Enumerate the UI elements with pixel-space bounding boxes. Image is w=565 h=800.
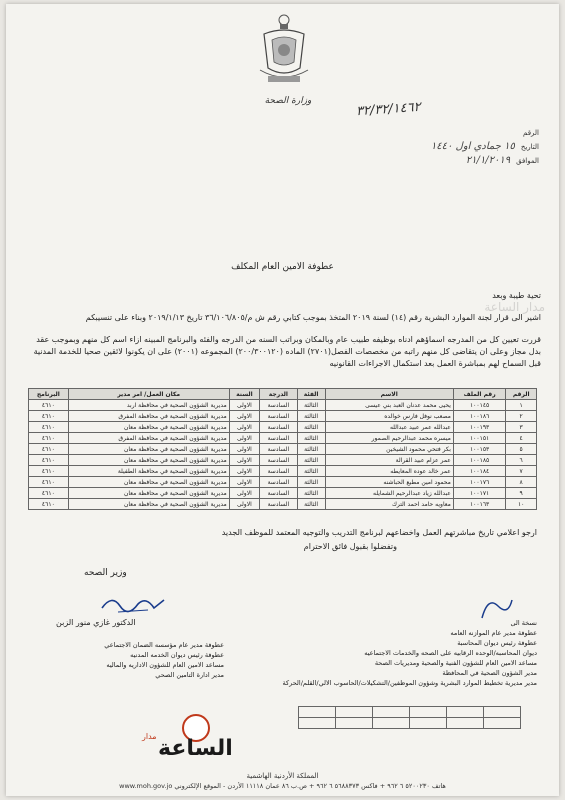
date-value: ١٥ جمادي اول ١٤٤٠ [430,141,515,152]
closing-regards: وتفضلوا بقبول فائق الاحترام [303,542,397,551]
ref-number-row: الرقم [523,129,539,137]
table-row [29,455,537,466]
paragraph-2: قررت تعيين كل من المدرجه اسماؤهم ادناه بوظيفه طبيب عام وبالمكان وبراتب السنه من الدرجه والفئه والبرنامج المبينه ازاء اسم كل منهم وبموجب عقد بدل مجاز وعلى ان يتقاضى كل منهم راتبه من مخصصات الفصل(٢٧٠١) الماده (٢٠٠/٣٠٠١٢٠) المجموعه (٢٠٠١) على ان يكونوا لائقين صحيا للخدمة المدنية قبل السماح لهم بمباشرة العمل بعد استكمال الاجراءات القانونيه [33,335,541,368]
table-cell: مديرية الشؤون الصحية في محافظة الطفيلة [68,466,229,477]
table-cell: السادسة [260,455,298,466]
table-cell: ٤٦١٠ [29,466,69,477]
table-cell: ١٠٠١٧٦ [453,477,505,488]
letter-page [6,4,559,796]
table-cell: ٤٦١٠ [29,499,69,510]
table-row [29,477,537,488]
table-cell: مديرية الشؤون الصحية في محافظة معان [68,444,229,455]
table-cell: الاولى [229,400,259,411]
table-cell: الاولى [229,477,259,488]
table-cell: ٥ [506,444,537,455]
minister-signature-icon [98,590,168,618]
table-cell: ١٠٠١٧١ [453,488,505,499]
col-name: الاسم [325,389,453,400]
table-cell: السادسة [260,499,298,510]
table-cell: ٤٦١٠ [29,444,69,455]
watermark-text: مدار الساعة [484,300,545,314]
table-cell: ٧ [506,466,537,477]
table-cell: ١٠٠١٦٣ [453,499,505,510]
logo-subtext: مدار [142,732,157,741]
closing-block [28,526,537,554]
table-cell: السادسة [260,466,298,477]
ref-agreed-row: الموافق٢١/١/٢٠١٩ [465,155,539,166]
cc-left-item: مدير ادارة التامين الصحي [155,671,224,679]
table-cell: ٤ [506,433,537,444]
cc-left-item: عطوفة رئيس ديوان الخدمه المدنيه [130,651,224,659]
col-file: رقم الملف [453,389,505,400]
table-row [29,444,537,455]
table-cell: الثالثة [297,466,325,477]
appointees-table [28,388,537,510]
table-cell: ١٠٠١٨٤ [453,466,505,477]
stamp-grid [298,706,521,729]
reference-block [369,126,539,168]
cc-left-item: عطوفة مدير عام مؤسسه الضمان الاجتماعي [104,641,224,649]
table-cell: مديرية الشؤون الصحية في محافظة معان [68,455,229,466]
table-cell: عمر عزام عبيد القرالة [325,455,453,466]
table-cell: ٤٦١٠ [29,455,69,466]
ref-date-row: التاريخ١٥ جمادي اول ١٤٤٠ [430,141,539,152]
table-cell: مديرية الشؤون الصحية في محافظة اربد [68,400,229,411]
ministry-name: وزارة الصحة [264,96,312,106]
table-cell: الاولى [229,422,259,433]
minister-title: وزير الصحه [84,568,127,578]
table-cell: السادسة [260,422,298,433]
table-cell: الثالثة [297,400,325,411]
table-cell: الثالثة [297,444,325,455]
col-workplace: مكان العمل/ امر مدير [68,389,229,400]
jordan-crest-icon [254,10,314,90]
table-cell: الثالثة [297,411,325,422]
kingdom-name: المملكة الأردنية الهاشمية [246,772,319,780]
table-row [29,433,537,444]
col-year: السنة [229,389,259,400]
col-number: الرقم [506,389,537,400]
cc-list-left [34,640,224,680]
table-cell: الاولى [229,466,259,477]
table-cell: مديرية الشؤون الصحية في محافظة المفرق [68,411,229,422]
table-cell: ١٠٠١٤٥ [453,400,505,411]
table-cell: السادسة [260,477,298,488]
cc-left-item: مساعد الامين العام للشؤون الاداريه والماليه [106,661,224,669]
cc-right-heading: نسخة الى [510,619,537,627]
table-cell: مديرية الشؤون الصحية في محافظة معان [68,422,229,433]
table-cell: ٤٦١٠ [29,433,69,444]
contact-footer: هاتف ٥٢٠٠٢٣٠ ٦ ٩٦٢ + فاكس ٥٦٨٨٣٧٣ ٦ ٩٦٢ + ص.ب ٨٦ عمان ١١١١٨ الأردن - الموقع الإلكتروني www.moh.gov.jo [119,782,446,790]
table-cell: الثالثة [297,455,325,466]
table-row [29,466,537,477]
table-cell: مصعب نوفل فارس خوالده [325,411,453,422]
table-cell: الاولى [229,499,259,510]
cc-list-right [277,618,537,688]
table-cell: ٨ [506,477,537,488]
minister-name: الدكتور غازي منور الزبن [56,618,136,627]
table-cell: الاولى [229,433,259,444]
cc-right-item: عطوفة رئيس ديوان المحاسبة [457,639,537,647]
table-cell: معاويه حامد احمد الترك [325,499,453,510]
table-cell: ٤٦١٠ [29,400,69,411]
table-cell: ١٠٠١٨٥ [453,455,505,466]
table-cell: السادسة [260,433,298,444]
table-cell: ٤٦١٠ [29,488,69,499]
table-cell: مديرية الشؤون الصحية في محافظة معان [68,499,229,510]
greeting: تحية طيبة وبعد [492,291,541,300]
table-cell: ٤٦١٠ [29,411,69,422]
table-cell: الثالثة [297,477,325,488]
table-cell: محمود امين مطيع الحباشنه [325,477,453,488]
table-row [29,400,537,411]
table-cell: ٩ [506,488,537,499]
letter-title: عطوفة الامين العام المكلف [231,262,334,272]
table-cell: السادسة [260,488,298,499]
table-cell: ٦ [506,455,537,466]
table-cell: الاولى [229,411,259,422]
table-cell: الثالثة [297,499,325,510]
table-cell: الثالثة [297,422,325,433]
table-row [29,488,537,499]
table-cell: ١٠٠١٥٣ [453,444,505,455]
table-cell: ١٠ [506,499,537,510]
table-cell: يحيى محمد عدنان العبد بني عيسى [325,400,453,411]
logo-name: الساعة [158,736,233,761]
table-cell: الثالثة [297,488,325,499]
table-cell: ١٠٠١٨٦ [453,411,505,422]
table-row [29,411,537,422]
col-category: الفئة [297,389,325,400]
cc-right-item: مساعد الامين العام للشؤون الفنية والصحية ومديريات الصحة [374,659,537,667]
handwritten-ref: ٣٢/٣٢/١٤٦٢ [355,99,422,120]
table-cell: عبدالله زياد عبدالرحيم الشمايله [325,488,453,499]
cc-right-item: عطوفة مدير عام الموازنه العامه [450,629,537,637]
table-cell: عبدالله عمر عبيد عبدالله [325,422,453,433]
paragraph-1: اشير الى قرار لجنة الموارد البشرية رقم (١٤) لسنة ٢٠١٩ المتخذ بموجب كتابي رقم ش م/٣٦/١٠٦/٨٠٥ تاريخ ٢٠١٩/١/١٣ وبناء على تنسيبكم [85,313,541,322]
table-header-row [29,389,537,400]
table-cell: ٤٦١٠ [29,422,69,433]
table-cell: السادسة [260,411,298,422]
table-cell: ٤٦١٠ [29,477,69,488]
table-cell: السادسة [260,400,298,411]
table-row [29,499,537,510]
table-cell: السادسة [260,444,298,455]
table-cell: ٢ [506,411,537,422]
table-cell: مديرية الشؤون الصحية في محافظة معان [68,477,229,488]
cc-right-item: مدير الشؤون الصحية في المحافظة [442,669,537,677]
table-cell: ٣ [506,422,537,433]
table-cell: مديرية الشؤون الصحية في محافظة المفرق [68,433,229,444]
table-cell: الثالثة [297,433,325,444]
col-grade: الدرجة [260,389,298,400]
table-cell: مديرية الشؤون الصحية في محافظة معان [68,488,229,499]
table-cell: الاولى [229,455,259,466]
table-row [29,422,537,433]
table-cell: ١٠٠١٥١ [453,433,505,444]
table-cell: الاولى [229,488,259,499]
table-cell: عمر خالد عوده المعايطه [325,466,453,477]
table-cell: الاولى [229,444,259,455]
watermark-logo [138,718,248,768]
table-cell: ميسره محمد عبدالرحيم الصمور [325,433,453,444]
cc-right-item: مدير مديرية تخطيط الموارد البشرية وشؤون الموظفين/التشكيلات/الحاسوب الالي/القلم/الحركة [282,679,537,687]
col-program: البرنامج [29,389,69,400]
table-cell: ١ [506,400,537,411]
agreed-value: ٢١/١/٢٠١٩ [465,155,511,166]
letter-body [26,290,541,380]
closing-request: ارجو اعلامي تاريخ مباشرتهم العمل واخضاعهم لبرنامج التدريب والتوجيه المعتمد للموظف الجديد [221,528,537,537]
handwritten-mark-icon [476,594,516,624]
table-cell: بكر فتحي محمود الشيخين [325,444,453,455]
cc-right-item: ديوان المحاسبه/الوحده الرقابيه على الصحه والخدمات الاجتماعيه [364,649,537,657]
table-cell: ١٠٠١٩٣ [453,422,505,433]
